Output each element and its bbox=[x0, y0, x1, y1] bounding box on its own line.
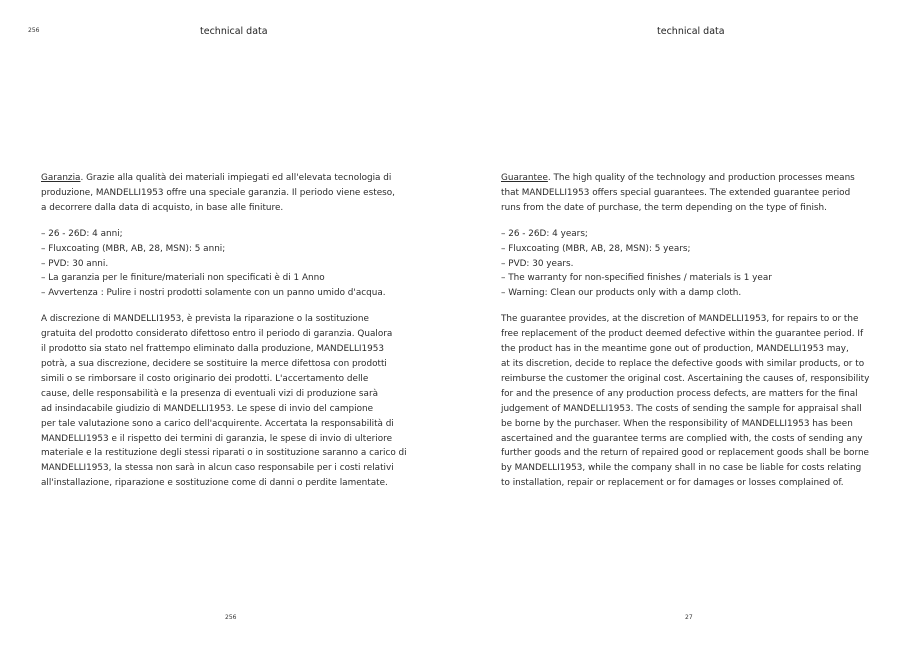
intro-line-2: produzione, MANDELLI1953 offre una speciale garanzia. Il periodo viene esteso, bbox=[41, 187, 395, 198]
list-item: – The warranty for non-specified finishes / materials is 1 year bbox=[501, 273, 772, 284]
list-item: – 26 - 26D: 4 anni; bbox=[41, 228, 123, 239]
list-item: – PVD: 30 anni. bbox=[41, 258, 109, 269]
paragraph-line: simili o se rimborsare il costo originario dei prodotti. L'accertamento delle bbox=[41, 373, 369, 384]
paragraph-line: judgement of MANDELLI1953. The costs of sending the sample for appraisal shall bbox=[501, 403, 862, 414]
paragraph-line: be borne by the purchaser. When the responsibility of MANDELLI1953 has been bbox=[501, 418, 853, 429]
paragraph-line: cause, delle responsabilità e la presenza di eventuali vizi di produzione sarà bbox=[41, 388, 379, 399]
page-number: 27 bbox=[685, 614, 693, 621]
warranty-text-italian bbox=[41, 171, 421, 491]
list-item: – 26 - 26D: 4 years; bbox=[501, 228, 588, 239]
list-item: – La garanzia per le finiture/materiali non specificati è di 1 Anno bbox=[41, 273, 325, 284]
paragraph-line: for and the presence of any production process defects, are matters for the final bbox=[501, 388, 858, 399]
corner-page-number: 256 bbox=[28, 27, 40, 34]
warranty-text-english bbox=[501, 171, 886, 491]
paragraph-line: the product has in the meantime gone out of production, MANDELLI1953 may, bbox=[501, 344, 849, 355]
paragraph-line: The guarantee provides, at the discretion of MANDELLI1953, for repairs to or the bbox=[501, 314, 859, 325]
paragraph-line: at its discretion, decide to replace the defective goods with similar products, or to bbox=[501, 358, 865, 369]
page-number: 256 bbox=[225, 614, 237, 621]
paragraph-line: ad insindacabile giudizio di MANDELLI1953. Le spese di invio del campione bbox=[41, 403, 374, 414]
page-header: technical data bbox=[657, 26, 725, 37]
paragraph-line: reimburse the customer the original cost. Ascertaining the causes of, responsibility bbox=[501, 373, 870, 384]
right-page bbox=[460, 0, 920, 649]
paragraph-line: by MANDELLI1953, while the company shall in no case be liable for costs relating bbox=[501, 463, 862, 474]
paragraph-line: ascertained and the guarantee terms are complied with, the costs of sending any bbox=[501, 433, 863, 444]
paragraph-line: il prodotto sia stato nel frattempo eliminato dalla produzione, MANDELLI1953 bbox=[41, 344, 385, 355]
paragraph-line: potrà, a sua discrezione, decidere se sostituire la merce difettosa con prodotti bbox=[41, 358, 387, 369]
paragraph-line: free replacement of the product deemed defective within the guarantee period. If bbox=[501, 329, 864, 340]
paragraph-line: all'installazione, riparazione e sostituzione come di danni o perdite lamentate. bbox=[41, 478, 388, 489]
intro-line-2: that MANDELLI1953 offers special guarantees. The extended guarantee period bbox=[501, 187, 851, 198]
intro-line-3: a decorrere dalla data di acquisto, in base alle finiture. bbox=[41, 202, 284, 213]
page-header: technical data bbox=[200, 26, 268, 37]
paragraph-line: materiale e la restituzione degli stessi riparati o in sostituzione saranno a carico di bbox=[41, 448, 407, 459]
paragraph-line: MANDELLI1953 e il rispetto dei termini di garanzia, le spese di invio di ulteriore bbox=[41, 433, 393, 444]
list-item: – Warning: Clean our products only with a damp cloth. bbox=[501, 288, 742, 299]
paragraph-line: gratuita del prodotto considerato difettoso entro il periodo di garanzia. Qualora bbox=[41, 329, 393, 340]
section-title: Guarantee bbox=[501, 173, 548, 183]
list-item: – Avvertenza : Pulire i nostri prodotti solamente con un panno umido d'acqua. bbox=[41, 288, 386, 299]
paragraph-line: MANDELLI1953, la stessa non sarà in alcun caso responsabile per i costi relativi bbox=[41, 463, 394, 474]
intro-line-1: Garanzia. Grazie alla qualità dei materiali impiegati ed all'elevata tecnologia di bbox=[41, 173, 392, 183]
paragraph-line: A discrezione di MANDELLI1953, è prevista la riparazione o la sostituzione bbox=[41, 314, 369, 325]
list-item: – Fluxcoating (MBR, AB, 28, MSN): 5 anni; bbox=[41, 243, 226, 254]
paragraph-line: further goods and the return of repaired good or replacement goods shall be borne bbox=[501, 448, 869, 459]
list-item: – PVD: 30 years. bbox=[501, 258, 574, 269]
section-title: Garanzia bbox=[41, 173, 81, 183]
paragraph-line: to installation, repair or replacement or for damages or losses complained of. bbox=[501, 478, 844, 489]
intro-line-1: Guarantee. The high quality of the technology and production processes means bbox=[501, 173, 855, 183]
list-item: – Fluxcoating (MBR, AB, 28, MSN): 5 years; bbox=[501, 243, 691, 254]
intro-line-3: runs from the date of purchase, the term depending on the type of finish. bbox=[501, 202, 827, 213]
paragraph-line: per tale valutazione sono a carico dell'acquirente. Accertata la responsabilità di bbox=[41, 418, 394, 429]
